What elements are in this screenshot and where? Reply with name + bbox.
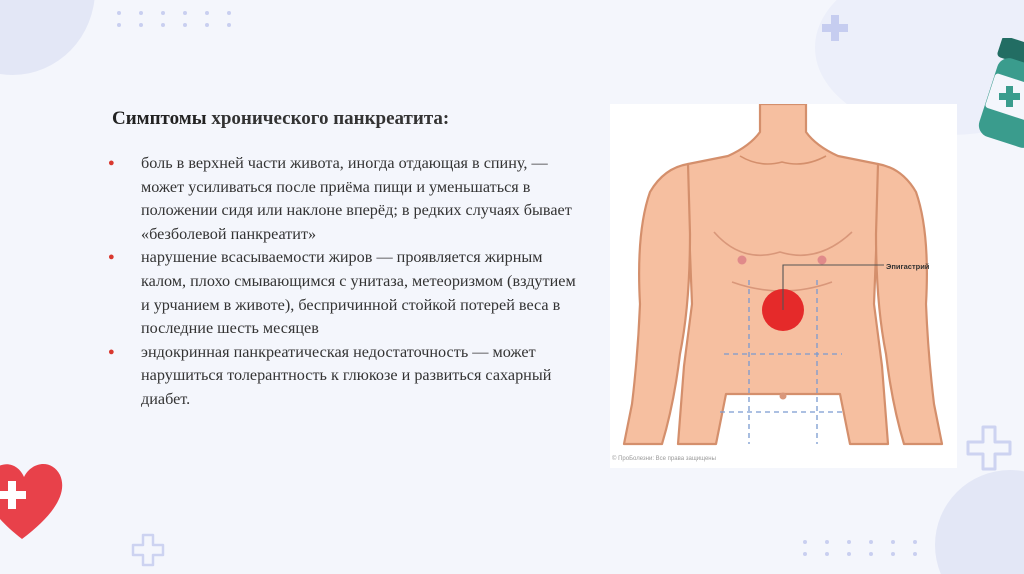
dot-grid-bottom [803, 540, 917, 556]
symptom-item [108, 246, 578, 340]
symptom-list [108, 152, 578, 412]
plus-icon [820, 13, 850, 43]
navel [780, 393, 787, 400]
decorative-blob-bottom-right [935, 470, 1024, 574]
torso-illustration [610, 104, 957, 468]
decorative-blob-top-left [0, 0, 95, 75]
right-arm [876, 164, 942, 444]
symptom-text: нарушение всасываемости жиров — проявляется жирным калом, плохо смывающимся с унитаза, метеоризмом (вздутием и урчанием в животе), беспричинной стойкой потерей веса в последние шесть месяцев [141, 248, 576, 338]
slide-title-rest: хронического панкреатита: [206, 108, 450, 129]
dot-grid-top [117, 11, 231, 27]
bullet-icon: ● [108, 251, 115, 264]
heart-cross-icon [0, 455, 65, 543]
epigastrium-label: Эпигастрий [886, 262, 930, 271]
image-copyright: © ПроБолезни: Все права защищены [612, 456, 716, 462]
medicine-bottle-icon [975, 38, 1024, 150]
bullet-icon: ● [108, 157, 115, 169]
plus-outline-icon [131, 533, 165, 567]
torso-figure-svg [610, 104, 957, 468]
bullet-icon: ● [108, 345, 115, 358]
symptom-text: боль в верхней части живота, иногда отдающая в спину, — может усиливаться после приёма пищи и уменьшаться в положении сидя или наклоне вперёд; в редких случаях бывает «безболевой панкреатит» [141, 154, 572, 243]
left-nipple [738, 256, 747, 265]
right-nipple [818, 256, 827, 265]
left-arm [624, 164, 690, 444]
symptom-text: эндокринная панкреатическая недостаточность — может нарушиться толерантность к глюкозе и развиться сахарный диабет. [141, 342, 552, 408]
plus-outline-icon [965, 424, 1013, 472]
slide-title [112, 108, 449, 130]
slide-title-bold: Симптомы [112, 108, 207, 129]
symptom-item [108, 341, 578, 412]
symptom-item [108, 152, 578, 246]
